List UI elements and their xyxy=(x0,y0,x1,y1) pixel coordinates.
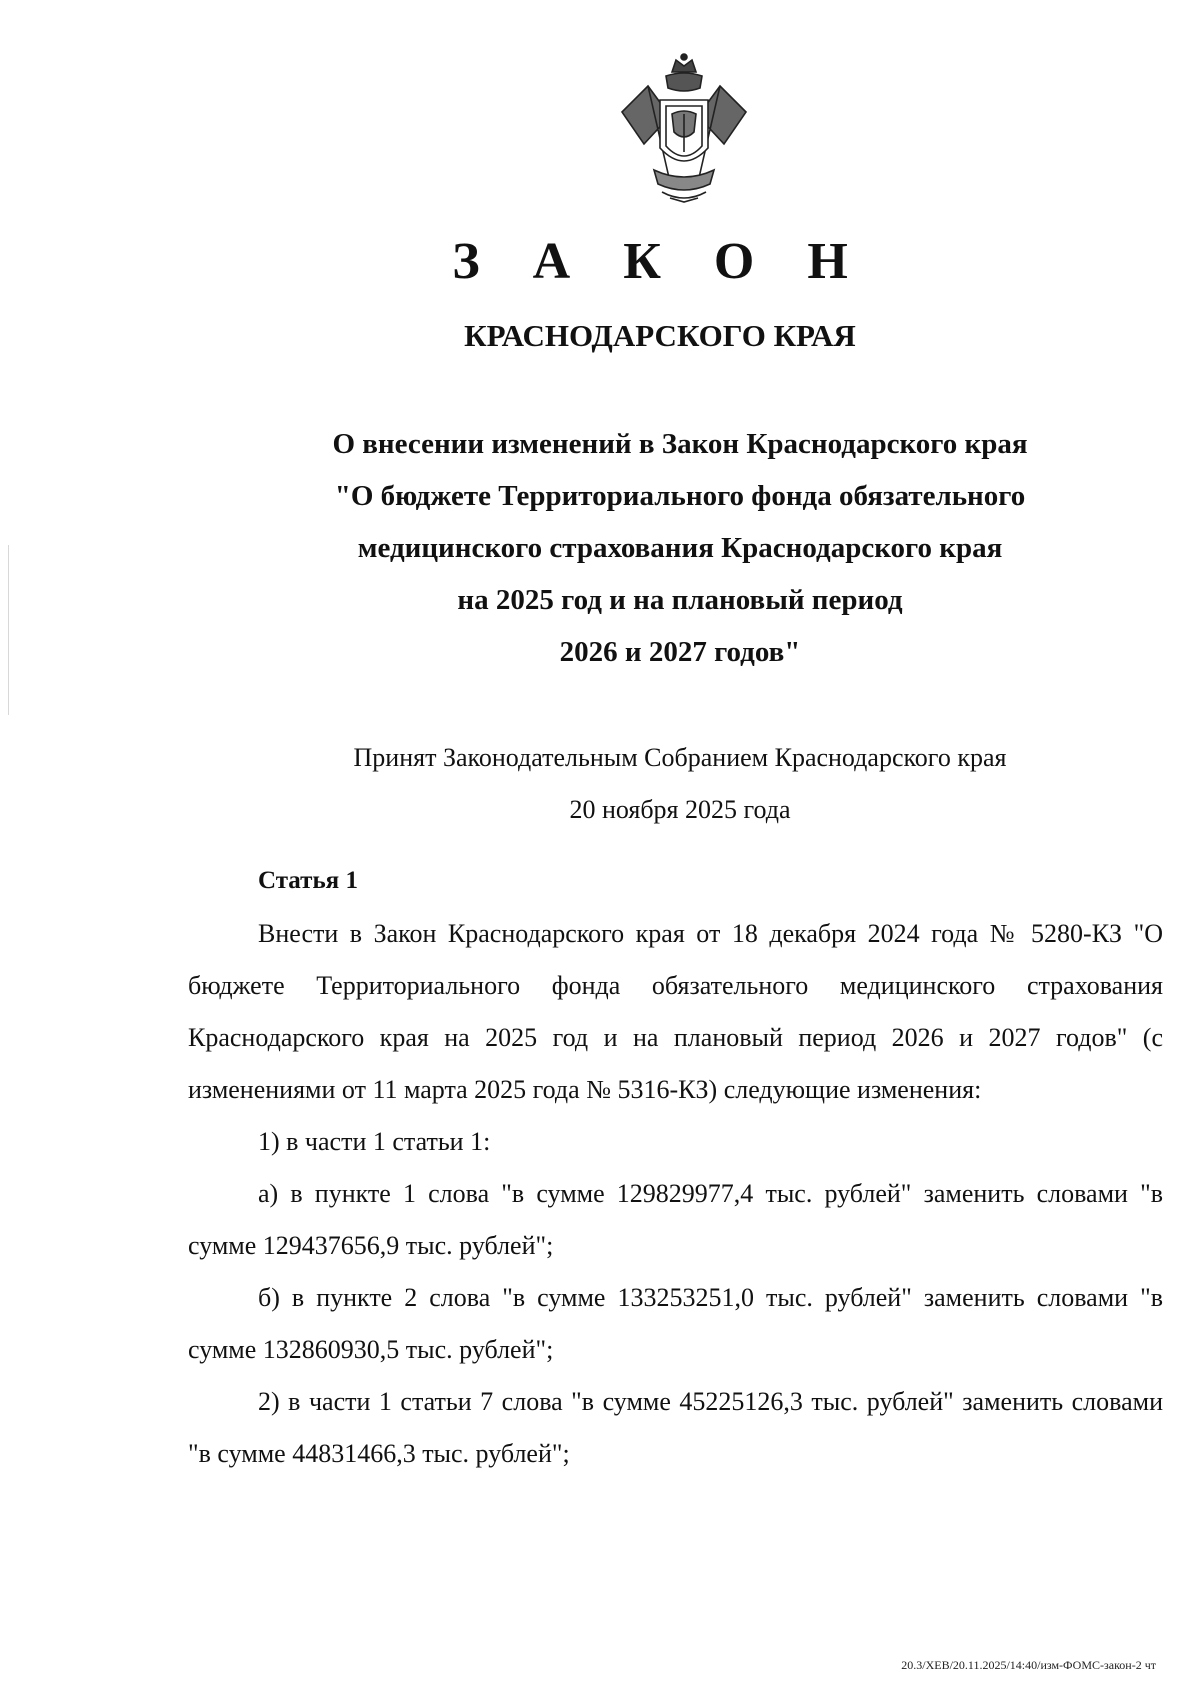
coat-of-arms-icon xyxy=(614,52,754,204)
adoption-date: 20 ноября 2025 года xyxy=(569,795,791,824)
heading-line: медицинского страхования Краснодарского края xyxy=(357,532,1003,564)
adoption-note xyxy=(200,732,1160,836)
heading-line: О внесении изменений в Закон Краснодарского края xyxy=(332,428,1028,460)
heading-line: "О бюджете Территориального фонда обязательного xyxy=(334,480,1026,512)
heading-line: 2026 и 2027 годов" xyxy=(559,636,801,668)
paragraph: а) в пункте 1 слова "в сумме 129829977,4 тыс. рублей" заменить словами "в сумме 129437656,9 тыс. рублей"; xyxy=(188,1179,1163,1260)
paragraph: Внести в Закон Краснодарского края от 18 декабря 2024 года № 5280-КЗ "О бюджете Территориального фонда обязательного медицинского страхования Краснодарского края на 2025 год и на плановый период 2026 и 2027 годов" (с изменениями от 11 марта 2025 года № 5316-КЗ) следующие изменения: xyxy=(188,919,1163,1104)
adoption-line: Принят Законодательным Собранием Краснодарского края xyxy=(353,743,1007,772)
article-body xyxy=(188,908,1163,1480)
document-subtitle: КРАСНОДАРСКОГО КРАЯ xyxy=(464,318,856,353)
paragraph: б) в пункте 2 слова "в сумме 133253251,0 тыс. рублей" заменить словами "в сумме 132860930,5 тыс. рублей"; xyxy=(188,1283,1163,1364)
document-title: З А К О Н xyxy=(452,233,868,290)
article-title: Статья 1 xyxy=(258,867,358,894)
paragraph: 1) в части 1 статьи 1: xyxy=(258,1127,491,1156)
scan-edge-mark xyxy=(8,545,9,715)
paragraph: 2) в части 1 статьи 7 слова "в сумме 45225126,3 тыс. рублей" заменить словами "в сумме 44831466,3 тыс. рублей"; xyxy=(188,1387,1163,1468)
law-heading xyxy=(200,418,1160,678)
heading-line: на 2025 год и на плановый период xyxy=(457,584,903,616)
footer-code: 20.3/ХЕВ/20.11.2025/14:40/изм-ФОМС-закон-2 чт xyxy=(901,1658,1156,1672)
